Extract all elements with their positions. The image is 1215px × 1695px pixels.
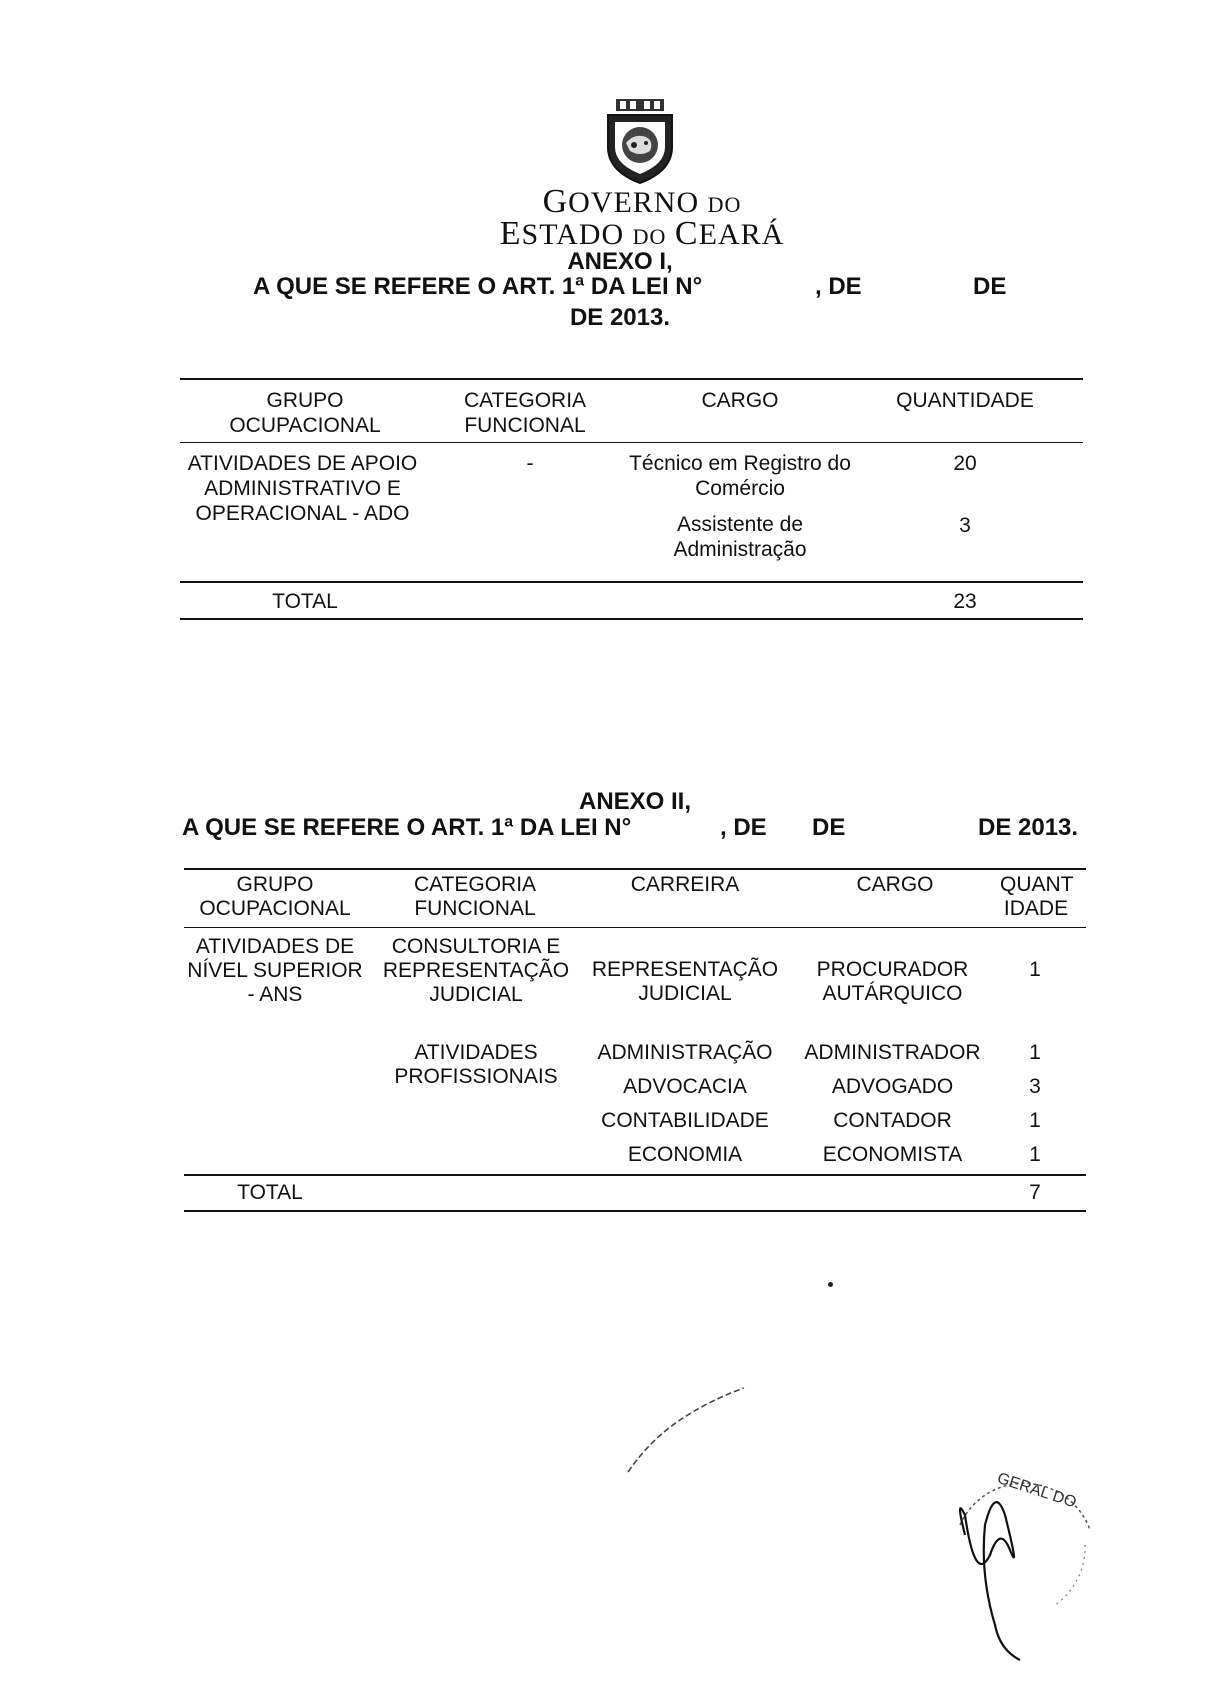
annex2-row-qty: 3 (1029, 1075, 1041, 1098)
annex1-reference-year: DE 2013. (569, 304, 671, 331)
annex2-col-grupo: GRUPO OCUPACIONAL (199, 873, 351, 920)
annex2-row-cargo: ECONOMISTA (822, 1143, 963, 1166)
annex2-reference-de2: DE (812, 814, 846, 841)
annex2-row-qty: 1 (1029, 1143, 1041, 1166)
annex2-category: ATIVIDADES PROFISSIONAIS (394, 1041, 558, 1088)
annex1-reference-de1: , DE (815, 273, 862, 300)
annex2-row-cargo: CONTADOR (833, 1109, 952, 1132)
annex2-rule-header (184, 927, 1086, 928)
annex2-row-carreira: ADVOCACIA (623, 1075, 747, 1098)
annex1-row-qty: 3 (959, 514, 971, 537)
annex1-total-value: 23 (953, 590, 977, 613)
annex2-row-carreira: ADMINISTRAÇÃO (597, 1041, 773, 1064)
annex1-reference: A QUE SE REFERE O ART. 1ª DA LEI N° (253, 273, 703, 300)
annex2-category: CONSULTORIA E REPRESENTAÇÃO JUDICIAL (382, 935, 570, 1006)
annex2-reference: A QUE SE REFERE O ART. 1ª DA LEI N° (182, 814, 632, 841)
annex2-col-carreira: CARREIRA (630, 873, 740, 896)
annex2-group: ATIVIDADES DE NÍVEL SUPERIOR - ANS (187, 935, 363, 1006)
annex2-total-label: TOTAL (237, 1181, 303, 1204)
annex1-rule-total (180, 581, 1083, 583)
annex1-col-grupo: GRUPO OCUPACIONAL (229, 389, 381, 437)
annex1-reference-de2: DE (973, 273, 1007, 300)
state-coat-of-arms (600, 97, 680, 185)
annex1-group: ATIVIDADES DE APOIO ADMINISTRATIVO E OPERACIONAL - ADO (187, 452, 418, 525)
annex2-row-qty: 1 (1029, 958, 1041, 981)
annex1-col-categoria: CATEGORIA FUNCIONAL (463, 389, 587, 437)
annex2-row-qty: 1 (1029, 1109, 1041, 1132)
annex2-row-cargo: ADVOGADO (831, 1075, 954, 1098)
annex1-row-cargo: Técnico em Registro do Comércio (629, 452, 851, 500)
annex1-rule-bottom (180, 618, 1083, 620)
annex2-row-carreira: REPRESENTAÇÃO JUDICIAL (591, 958, 779, 1005)
annex2-row-cargo: PROCURADOR AUTÁRQUICO (816, 958, 969, 1005)
annex2-row-carreira: ECONOMIA (627, 1143, 743, 1166)
annex1-row-cargo: Assistente de Administração (673, 513, 807, 561)
ink-dot (828, 1282, 833, 1287)
annex1-rule-header (180, 442, 1083, 443)
annex2-total-value: 7 (1029, 1181, 1041, 1204)
annex2-reference-year: DE 2013. (978, 814, 1079, 841)
annex2-col-cargo: CARGO (856, 873, 934, 896)
annex2-col-quantidade: QUANT IDADE (1000, 873, 1074, 920)
office-stamp-with-signature (935, 1455, 1105, 1665)
government-name-line2: ESTADO DO CEARÁ (499, 215, 785, 252)
annex1-category: - (526, 452, 534, 475)
annex2-rule-total (184, 1174, 1086, 1176)
annex1-title: ANEXO I, (567, 248, 673, 275)
government-name-line1: GOVERNO DO (542, 183, 742, 220)
annex1-total-label: TOTAL (272, 590, 338, 613)
annex2-row-cargo: ADMINISTRADOR (804, 1041, 981, 1064)
annex2-row-carreira: CONTABILIDADE (601, 1109, 769, 1132)
annex1-row-qty: 20 (953, 452, 977, 475)
svg-text:GERAL DO: GERAL DO (994, 1469, 1079, 1512)
pen-stroke (620, 1380, 750, 1480)
annex1-rule-top (180, 378, 1083, 380)
annex2-rule-bottom (184, 1210, 1086, 1212)
annex2-col-categoria: CATEGORIA FUNCIONAL (413, 873, 537, 920)
annex2-title: ANEXO II, (578, 788, 692, 815)
annex1-col-quantidade: QUANTIDADE (896, 389, 1034, 412)
annex1-col-cargo: CARGO (701, 389, 779, 412)
annex2-reference-de1: , DE (720, 814, 767, 841)
annex2-row-qty: 1 (1029, 1041, 1041, 1064)
annex2-rule-top (184, 868, 1086, 870)
